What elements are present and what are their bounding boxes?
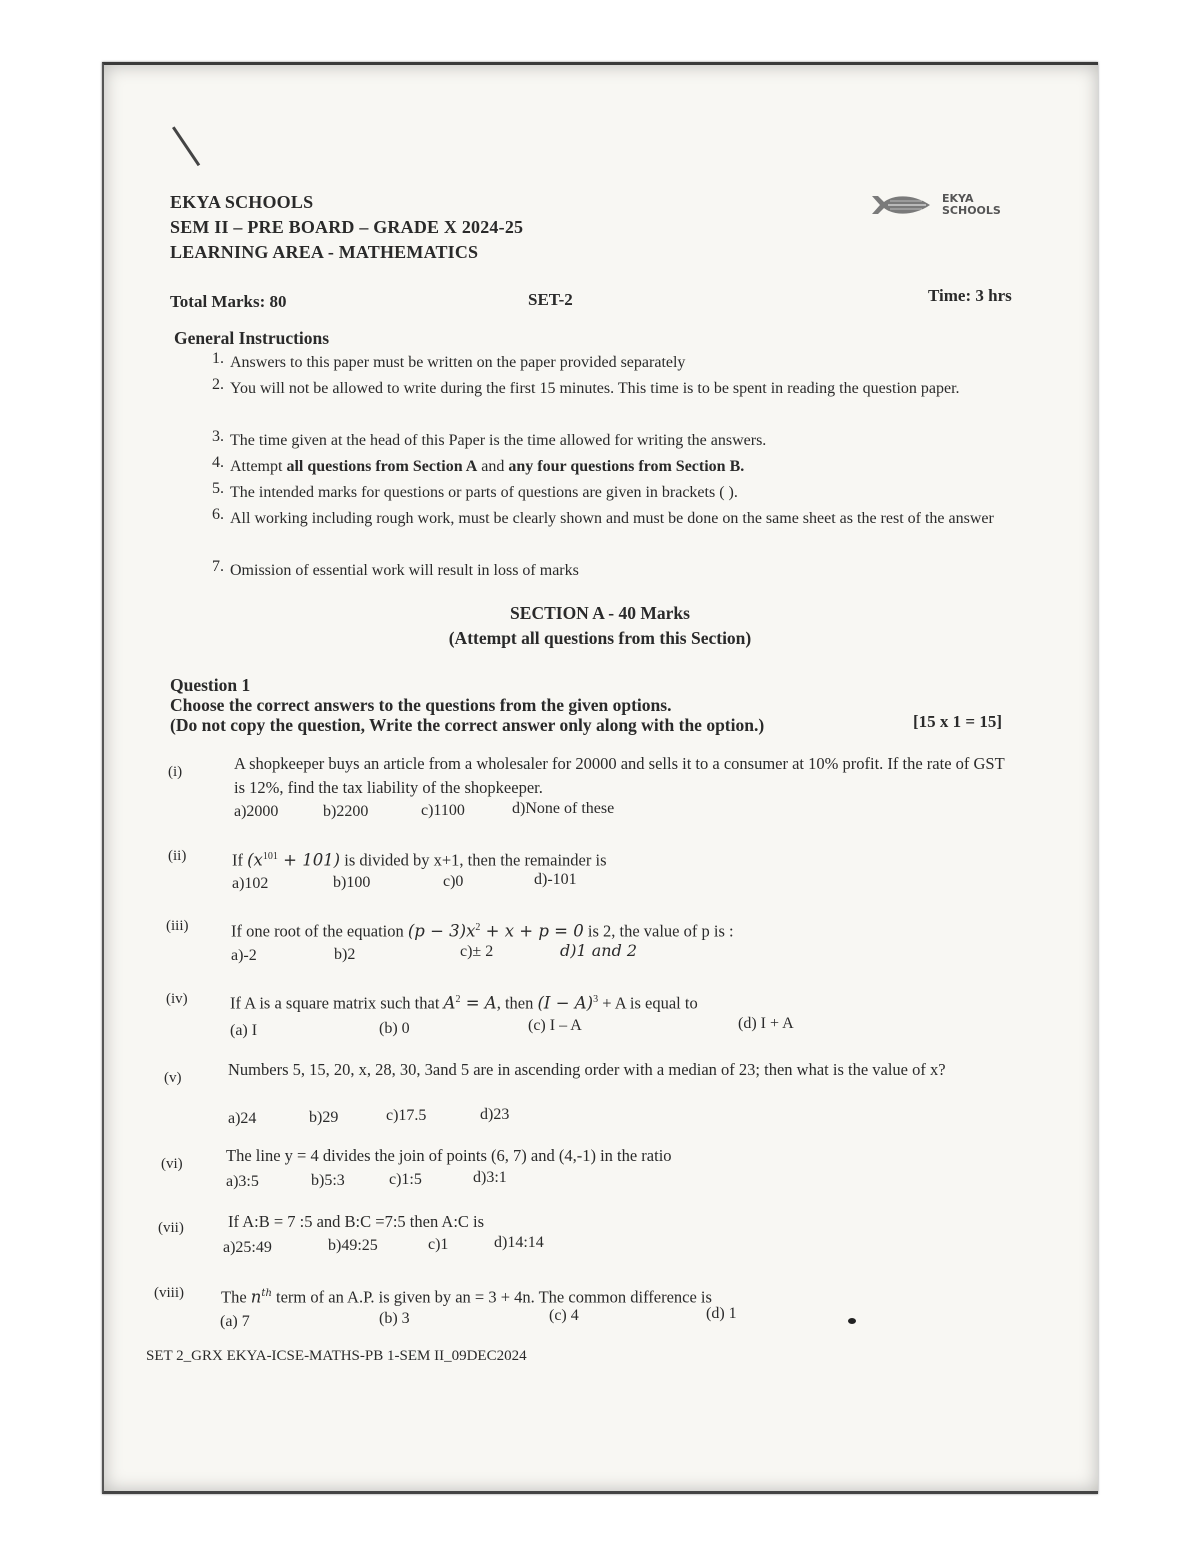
total-marks: Total Marks: 80 [170,292,287,311]
option: (b) 0 [379,1020,410,1037]
time-label: Time: 3 hrs [928,286,1012,305]
question-label: Question 1 [170,675,251,695]
option: (d) 1 [706,1305,737,1322]
option: a)25:49 [223,1239,272,1256]
part-text: If A:B = 7 :5 and B:C =7:5 then A:C is [228,1212,485,1231]
option: d)None of these [512,800,615,817]
option: c)1100 [421,802,465,819]
part-number: (vi) [161,1156,183,1172]
question-marks: [15 x 1 = 15] [913,712,1003,731]
option: b)49:25 [328,1237,378,1254]
option: d)1 and 2 [560,941,638,960]
part-number: (iv) [166,991,188,1007]
option: c)1 [428,1236,449,1253]
section-subtitle: (Attempt all questions from this Section) [448,628,752,648]
option: b)100 [333,874,371,891]
subject-title: LEARNING AREA - MATHEMATICS [170,242,479,262]
question-note: (Do not copy the question, Write the correct answer only along with the option.) [170,715,765,735]
option: a)-2 [231,947,257,964]
part-number: (ii) [168,848,187,864]
logo-text-line2: SCHOOLS [942,204,1001,217]
option: d)3:1 [473,1169,507,1186]
school-name: EKYA SCHOOLS [170,192,314,212]
option: d)-101 [534,871,577,888]
option: (d) I + A [738,1015,794,1032]
option: a)2000 [234,803,279,820]
part-text: The $n^{th}$ term of an A.P. is given by an = 3 + 4n. The common difference is [221,1287,712,1307]
option: (a) I [230,1022,258,1039]
option: c)1:5 [389,1171,422,1188]
part-text: A shopkeeper buys an article from a wholesaler for 20000 and sells it to a consumer at 10% profit. If the rate of GST is 12%, find the tax liability of the shopkeeper. [234,754,1005,797]
option: (c) I – A [528,1017,582,1034]
option: a)24 [228,1110,257,1127]
part-text: Numbers 5, 15, 20, x, 28, 30, 3and 5 are in ascending order with a median of 23; then what is the value of x? [228,1060,946,1079]
option: b)2 [334,946,356,963]
section-title: SECTION A - 40 Marks [510,603,690,623]
school-logo [870,192,1001,218]
part-text: The line y = 4 divides the join of points (6, 7) and (4,-1) in the ratio [226,1146,672,1165]
option: (c) 4 [549,1307,579,1324]
part-number: (i) [168,764,183,780]
part-text: If one root of the equation $(p - 3)x^2 + x + p = 0$ is 2, the value of p is : [231,921,734,941]
option: (b) 3 [379,1310,410,1327]
part-text: If $(x^{101} + 101)$ is divided by x+1, then the remainder is [232,850,607,870]
part-text: If A is a square matrix such that $A^2 = A$, then $(I - A)^3 + A$ is equal to [230,993,698,1013]
option: b)29 [309,1109,339,1126]
option: (a) 7 [220,1313,250,1330]
option: d)23 [480,1106,510,1123]
part-number: (iii) [166,918,189,934]
option: a)3:5 [226,1173,259,1190]
option: b)5:3 [311,1172,345,1189]
option: c)17.5 [386,1107,427,1124]
set-label: SET-2 [528,290,573,309]
option: b)2200 [323,803,369,820]
option: a)102 [232,875,269,892]
part-number: (viii) [154,1285,184,1301]
ink-dot [848,1318,856,1324]
part-number: (v) [164,1070,182,1086]
option: c)0 [443,873,464,890]
question-instruction: Choose the correct answers to the questions from the given options. [170,695,672,715]
fish-logo-icon [870,192,936,218]
option: d)14:14 [494,1234,544,1251]
exam-title: SEM II – PRE BOARD – GRADE X 2024-25 [170,217,524,237]
instructions-title: General Instructions [174,328,330,348]
logo-text-line1: EKYA [942,192,974,205]
part-number: (vii) [158,1220,184,1236]
page-footer: SET 2_GRX EKYA-ICSE-MATHS-PB 1-SEM II_09DEC2024 [146,1348,527,1364]
option: c)± 2 [460,943,494,960]
